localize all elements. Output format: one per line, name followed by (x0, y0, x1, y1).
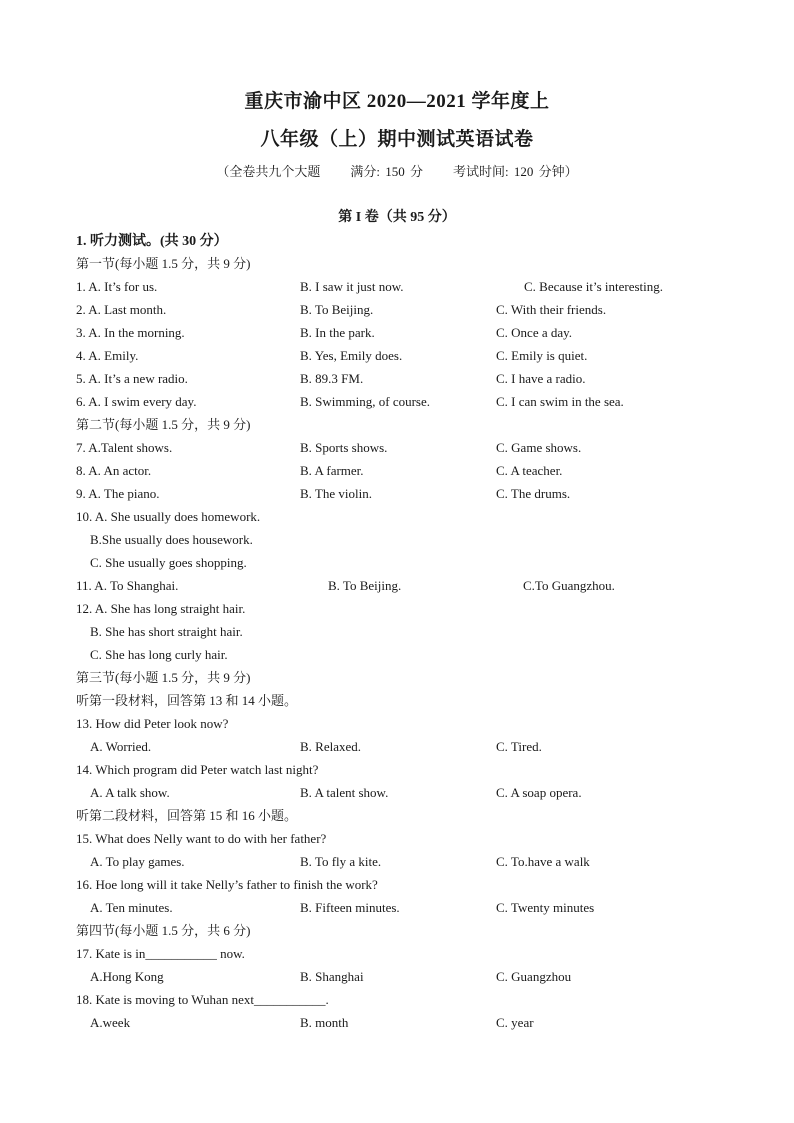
text-line (76, 597, 716, 620)
section-title: 1. 听力测试。(共 30 分） (76, 234, 228, 249)
option-text: B.She usually does housework. (90, 532, 253, 547)
option-c: C. A soap opera. (496, 785, 582, 800)
option-line (76, 620, 716, 643)
line-text: 12. A. She has long straight hair. (76, 601, 246, 616)
question-options-row (76, 275, 716, 298)
option-b: B. Swimming, of course. (300, 394, 430, 409)
question-options-row (76, 1011, 716, 1034)
option-a: 11. A. To Shanghai. (76, 578, 179, 593)
option-a: 6. A. I swim every day. (76, 394, 197, 409)
option-a: 2. A. Last month. (76, 302, 167, 317)
option-c: C. Twenty minutes (496, 900, 595, 915)
text-line (76, 827, 716, 850)
line-text: 13. How did Peter look now? (76, 716, 229, 731)
question-options-row (76, 574, 716, 597)
option-c: C. Emily is quiet. (496, 348, 588, 363)
option-text: C. She usually goes shopping. (90, 555, 247, 570)
option-b: B. In the park. (300, 325, 375, 340)
option-a: A.week (90, 1015, 131, 1030)
line-text: 17. Kate is in___________ now. (76, 946, 245, 961)
question-options-row (76, 781, 716, 804)
option-text: B. She has short straight hair. (90, 624, 243, 639)
question-options-row (76, 436, 716, 459)
exam-info-time: 考试时间: 120 分钟） (453, 164, 578, 179)
question-options-row (76, 850, 716, 873)
text-line (76, 804, 716, 827)
option-a: A. Ten minutes. (90, 900, 173, 915)
text-line (76, 873, 716, 896)
option-b: B. I saw it just now. (300, 279, 404, 294)
option-c: C. Once a day. (496, 325, 573, 340)
option-b: B. Relaxed. (300, 739, 362, 754)
text-line (76, 942, 716, 965)
option-a: 3. A. In the morning. (76, 325, 185, 340)
option-b: B. Shanghai (300, 969, 364, 984)
text-line (76, 252, 716, 275)
option-line (76, 643, 716, 666)
question-list (76, 252, 716, 1034)
option-b: B. The violin. (300, 486, 372, 501)
option-a: 7. A.Talent shows. (76, 440, 173, 455)
option-b: B. Fifteen minutes. (300, 900, 400, 915)
option-a: A.Hong Kong (90, 969, 164, 984)
option-text: C. She has long curly hair. (90, 647, 228, 662)
exam-info-score: 满分: 150 分 (350, 164, 423, 179)
option-c: C. Tired. (496, 739, 542, 754)
question-options-row (76, 390, 716, 413)
exam-title-line2: 八年级（上）期中测试英语试卷 (260, 129, 534, 150)
exam-info (0, 161, 794, 180)
text-line (76, 919, 716, 942)
option-c: C. I have a radio. (496, 371, 586, 386)
text-line (76, 666, 716, 689)
text-line (76, 413, 716, 436)
question-options-row (76, 321, 716, 344)
option-b: B. Sports shows. (300, 440, 388, 455)
question-options-row (76, 344, 716, 367)
option-a: 1. A. It’s for us. (76, 279, 158, 294)
option-line (76, 551, 716, 574)
option-c: C. The drums. (496, 486, 571, 501)
option-a: A. A talk show. (90, 785, 170, 800)
option-c: C. Guangzhou (496, 969, 572, 984)
question-options-row (76, 459, 716, 482)
line-text: 第三节(每小题 1.5 分，共 9 分) (76, 670, 251, 685)
exam-info-parts: （全卷共九个大题 (216, 164, 321, 179)
question-options-row (76, 896, 716, 919)
volume-title: 第 I 卷（共 95 分） (338, 210, 456, 225)
question-options-row (76, 367, 716, 390)
option-a: A. Worried. (90, 739, 152, 754)
line-text: 听第二段材料，回答第 15 和 16 小题。 (76, 808, 298, 823)
option-a: A. To play games. (90, 854, 185, 869)
option-c: C. To.have a walk (496, 854, 590, 869)
line-text: 第四节(每小题 1.5 分，共 6 分) (76, 923, 251, 938)
text-line (76, 712, 716, 735)
option-c: C.To Guangzhou. (523, 578, 615, 593)
option-b: B. To Beijing. (328, 578, 402, 593)
option-line (76, 528, 716, 551)
option-c: C. Because it’s interesting. (524, 279, 664, 294)
option-a: 4. A. Emily. (76, 348, 139, 363)
line-text: 18. Kate is moving to Wuhan next___________. (76, 992, 329, 1007)
line-text: 15. What does Nelly want to do with her father? (76, 831, 327, 846)
option-b: B. 89.3 FM. (300, 371, 364, 386)
line-text: 第二节(每小题 1.5 分，共 9 分) (76, 417, 251, 432)
line-text: 听第一段材料，回答第 13 和 14 小题。 (76, 693, 298, 708)
option-b: B. To Beijing. (300, 302, 374, 317)
line-text: 14. Which program did Peter watch last night? (76, 762, 319, 777)
question-options-row (76, 735, 716, 758)
option-a: 9. A. The piano. (76, 486, 160, 501)
option-c: C. A teacher. (496, 463, 563, 478)
option-b: B. To fly a kite. (300, 854, 382, 869)
question-options-row (76, 298, 716, 321)
text-line (76, 988, 716, 1011)
option-b: B. A talent show. (300, 785, 389, 800)
option-b: B. month (300, 1015, 349, 1030)
option-c: C. Game shows. (496, 440, 582, 455)
option-c: C. year (496, 1015, 534, 1030)
question-options-row (76, 482, 716, 505)
option-c: C. With their friends. (496, 302, 607, 317)
question-options-row (76, 965, 716, 988)
option-b: B. Yes, Emily does. (300, 348, 403, 363)
text-line (76, 505, 716, 528)
option-a: 5. A. It’s a new radio. (76, 371, 188, 386)
option-b: B. A farmer. (300, 463, 364, 478)
option-a: 8. A. An actor. (76, 463, 152, 478)
option-c: C. I can swim in the sea. (496, 394, 624, 409)
line-text: 16. Hoe long will it take Nelly’s father to finish the work? (76, 877, 378, 892)
line-text: 第一节(每小题 1.5 分，共 9 分) (76, 256, 251, 271)
line-text: 10. A. She usually does homework. (76, 509, 261, 524)
text-line (76, 758, 716, 781)
exam-title-line1: 重庆市渝中区 2020—2021 学年度上 (244, 91, 550, 112)
text-line (76, 689, 716, 712)
